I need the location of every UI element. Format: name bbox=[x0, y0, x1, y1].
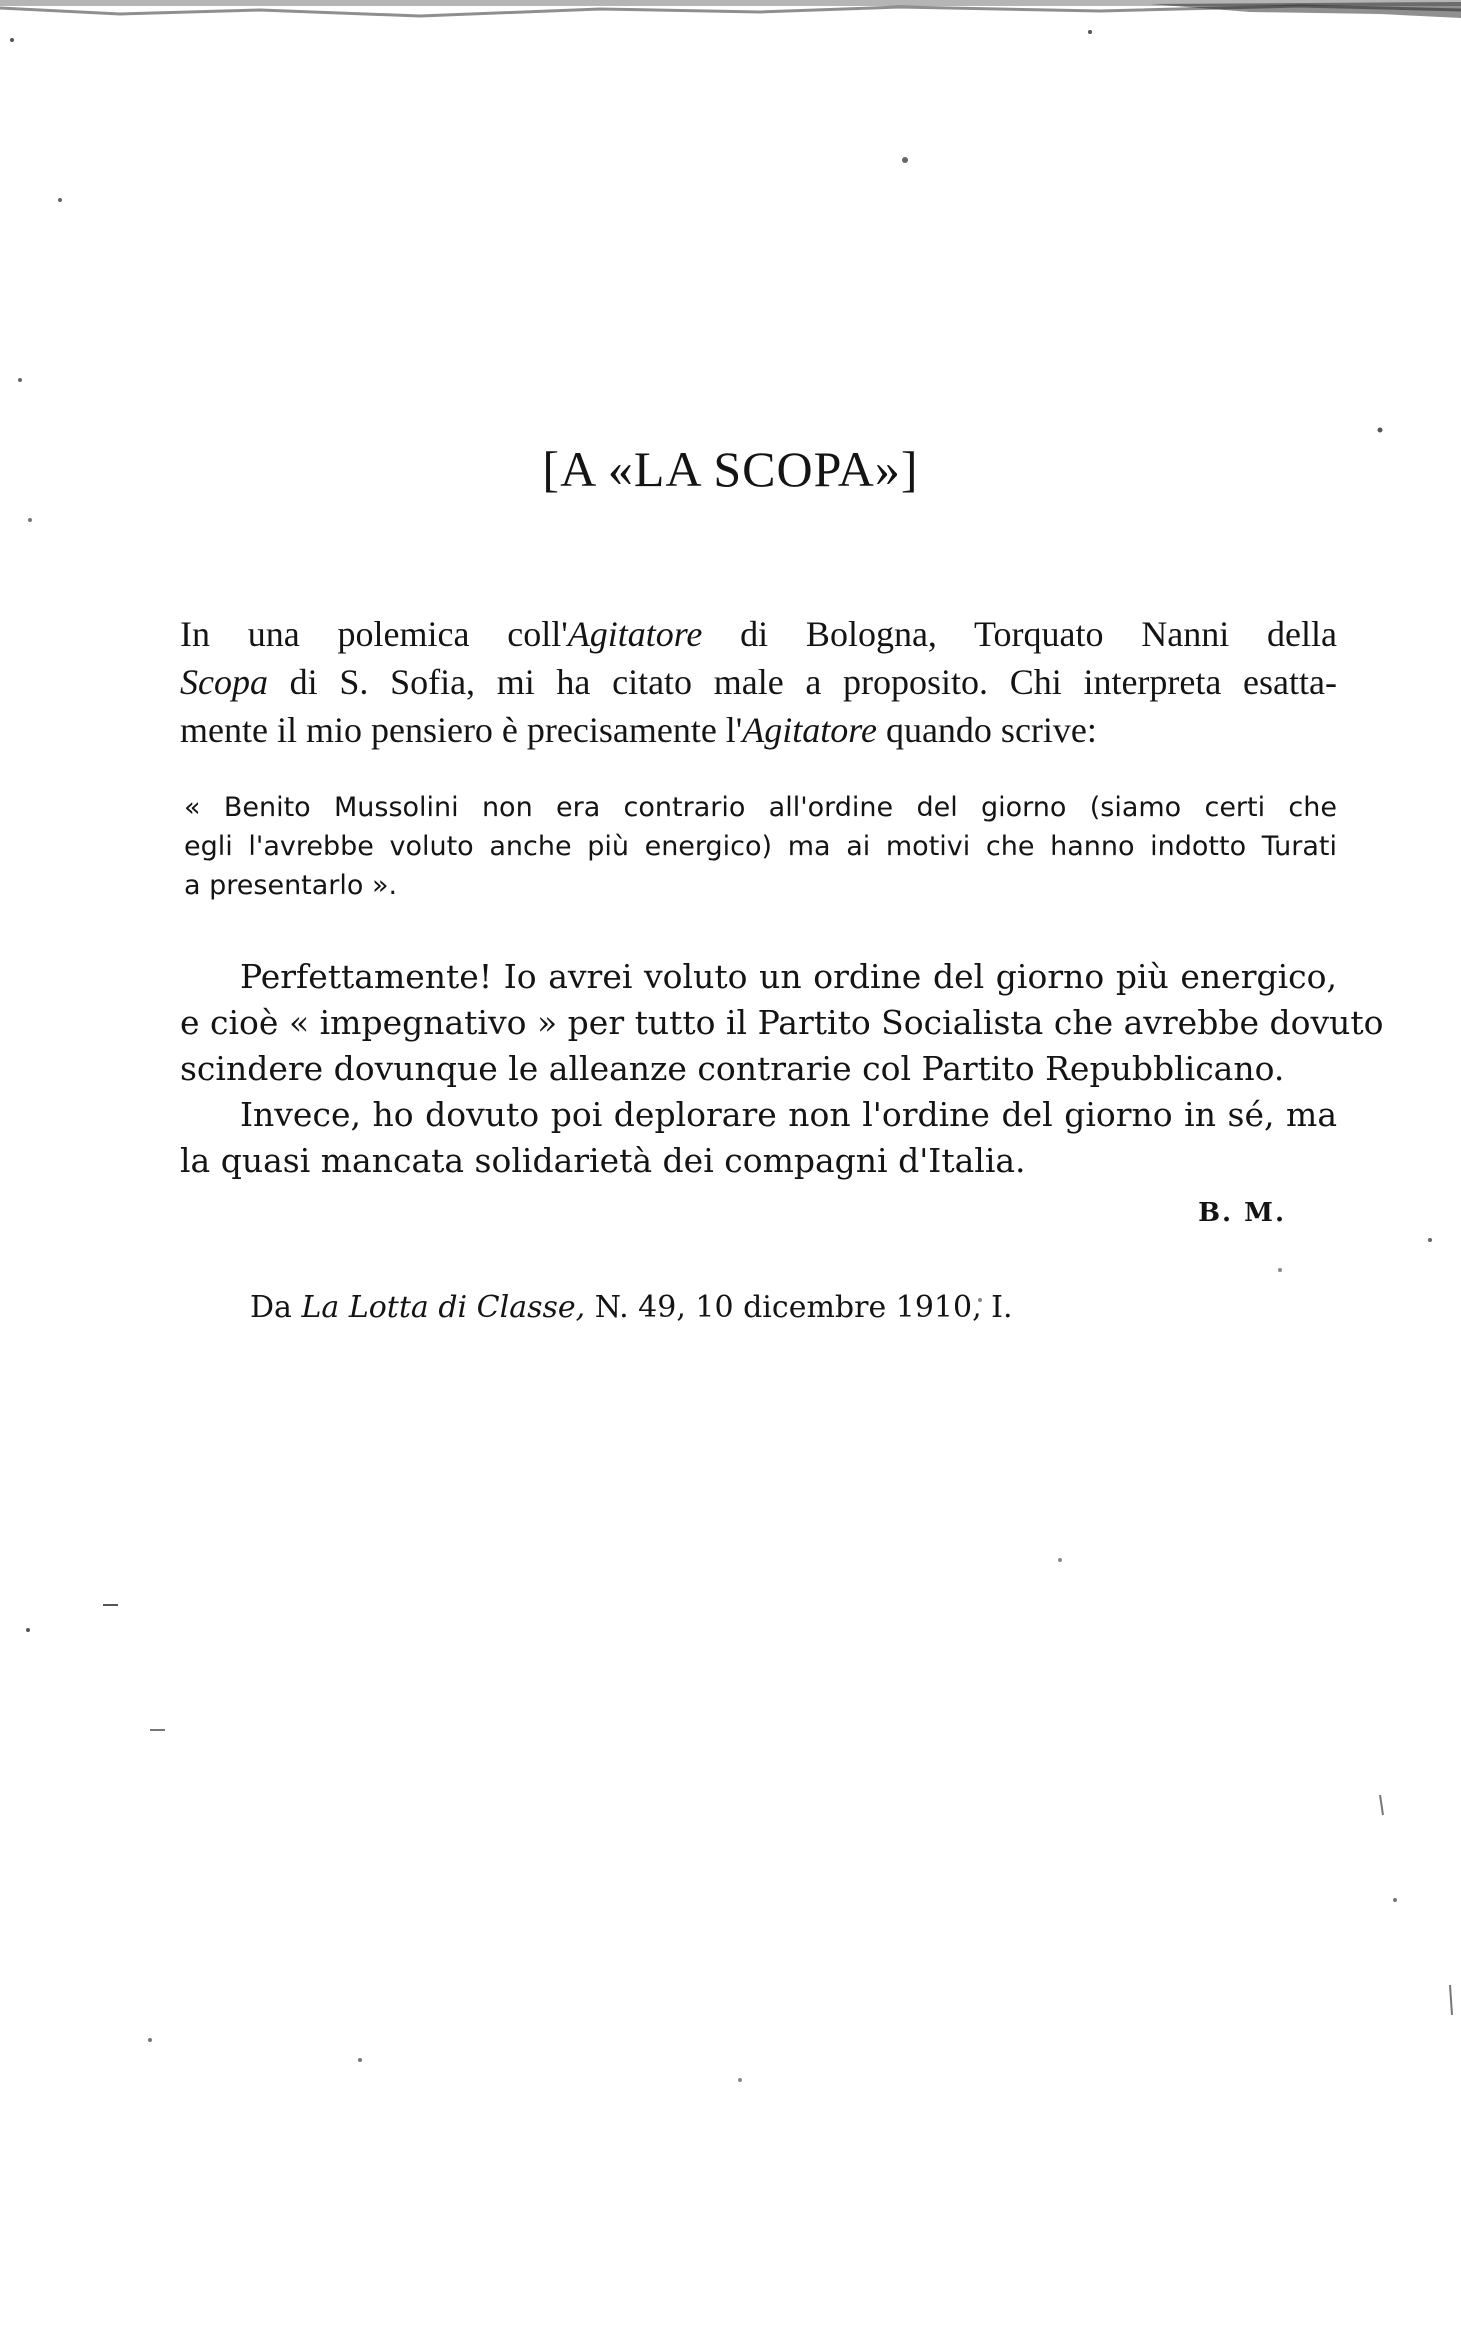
closing-line-1: Invece, ho dovuto poi deplorare non l'ordine del giorno in sé, ma bbox=[240, 1095, 1337, 1134]
closing-paragraph bbox=[180, 1092, 1337, 1184]
intro-line-2: Scopa di S. Sofia, mi ha citato male a proposito. Chi interpreta esatta- bbox=[180, 662, 1337, 702]
author-signature: B. M. bbox=[1198, 1198, 1286, 1228]
page-title: [A «LA SCOPA»] bbox=[542, 441, 919, 497]
source-prefix: Da bbox=[250, 1290, 302, 1325]
intro-line-1: In una polemica coll'Agitatore di Bologna, Torquato Nanni della bbox=[180, 614, 1337, 654]
source-details: N. 49, 10 dicembre 1910, I. bbox=[585, 1290, 1013, 1325]
quote-line-2: egli l'avrebbe voluto anche più energico) ma ai motivi che hanno indotto Turati bbox=[184, 831, 1337, 862]
quote-line-3: a presentarlo ». bbox=[184, 870, 398, 901]
intro-line-3: mente il mio pensiero è precisamente l'Agitatore quando scrive: bbox=[180, 710, 1097, 750]
intro-paragraph bbox=[180, 610, 1337, 754]
source-publication: La Lotta di Classe, bbox=[301, 1290, 586, 1325]
source-citation bbox=[250, 1290, 1013, 1325]
response-line-1: Perfettamente! Io avrei voluto un ordine del giorno più energico, bbox=[240, 957, 1337, 996]
response-line-3: scindere dovunque le alleanze contrarie col Partito Repubblicano. bbox=[180, 1049, 1285, 1088]
closing-line-2: la quasi mancata solidarietà dei compagni d'Italia. bbox=[180, 1141, 1026, 1180]
block-quote bbox=[184, 788, 1337, 905]
response-paragraph bbox=[180, 954, 1384, 1092]
response-line-2: e cioè « impegnativo » per tutto il Partito Socialista che avrebbe dovuto bbox=[180, 1003, 1384, 1042]
quote-line-1: « Benito Mussolini non era contrario all'ordine del giorno (siamo certi che bbox=[184, 792, 1337, 823]
